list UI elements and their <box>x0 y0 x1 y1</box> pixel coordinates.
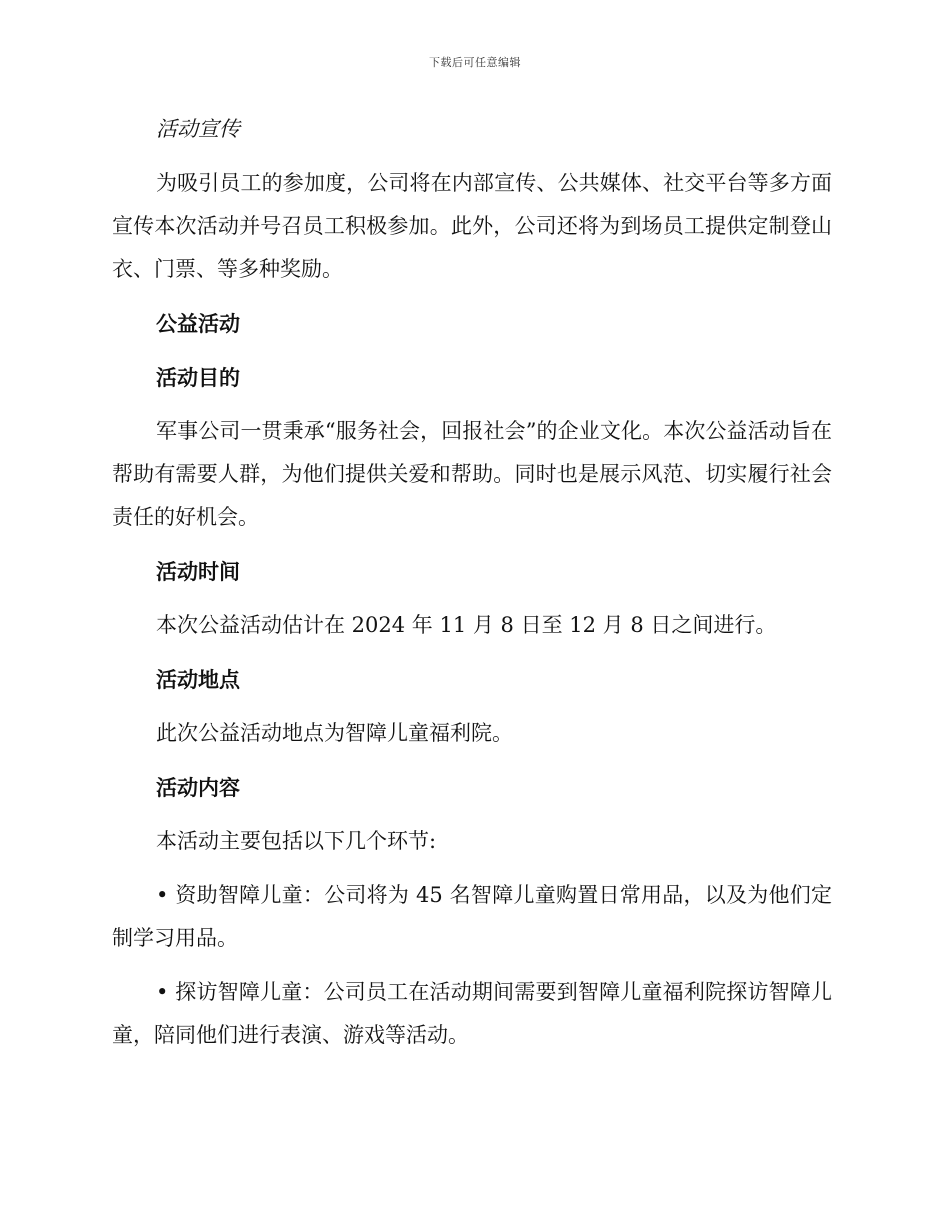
paragraph-location: 此次公益活动地点为智障儿童福利院。 <box>156 721 513 745</box>
section-heading-content: 活动内容 <box>156 775 240 800</box>
list-item: • 资助智障儿童：公司将为 45 名智障儿童购置日常用品，以及为他们定制学习用品。 <box>112 883 832 950</box>
paragraph-time: 本次公益活动估计在 2024 年 11 月 8 日至 12 月 8 日之间进行。 <box>156 613 777 637</box>
section-heading-purpose: 活动目的 <box>156 365 240 390</box>
page-header: 下载后可任意编辑 <box>429 56 521 69</box>
section-heading-charity: 公益活动 <box>156 311 240 336</box>
document-body <box>112 108 832 1068</box>
section-heading-location: 活动地点 <box>156 667 240 692</box>
section-heading-time: 活动时间 <box>156 559 240 584</box>
list-item: • 探访智障儿童：公司员工在活动期间需要到智障儿童福利院探访智障儿童，陪同他们进行表演、游戏等活动。 <box>112 980 832 1047</box>
paragraph-promo: 为吸引员工的参加度，公司将在内部宣传、公共媒体、社交平台等多方面宣传本次活动并号召员工积极参加。此外，公司还将为到场员工提供定制登山衣、门票、等多种奖励。 <box>112 171 832 281</box>
section-heading-promo: 活动宣传 <box>156 117 240 141</box>
paragraph-content-intro: 本活动主要包括以下几个环节: <box>156 829 437 853</box>
paragraph-purpose: 军事公司一贯秉承“服务社会，回报社会”的企业文化。本次公益活动旨在帮助有需要人群，为他们提供关爱和帮助。同时也是展示风范、切实履行社会责任的好机会。 <box>112 419 832 529</box>
